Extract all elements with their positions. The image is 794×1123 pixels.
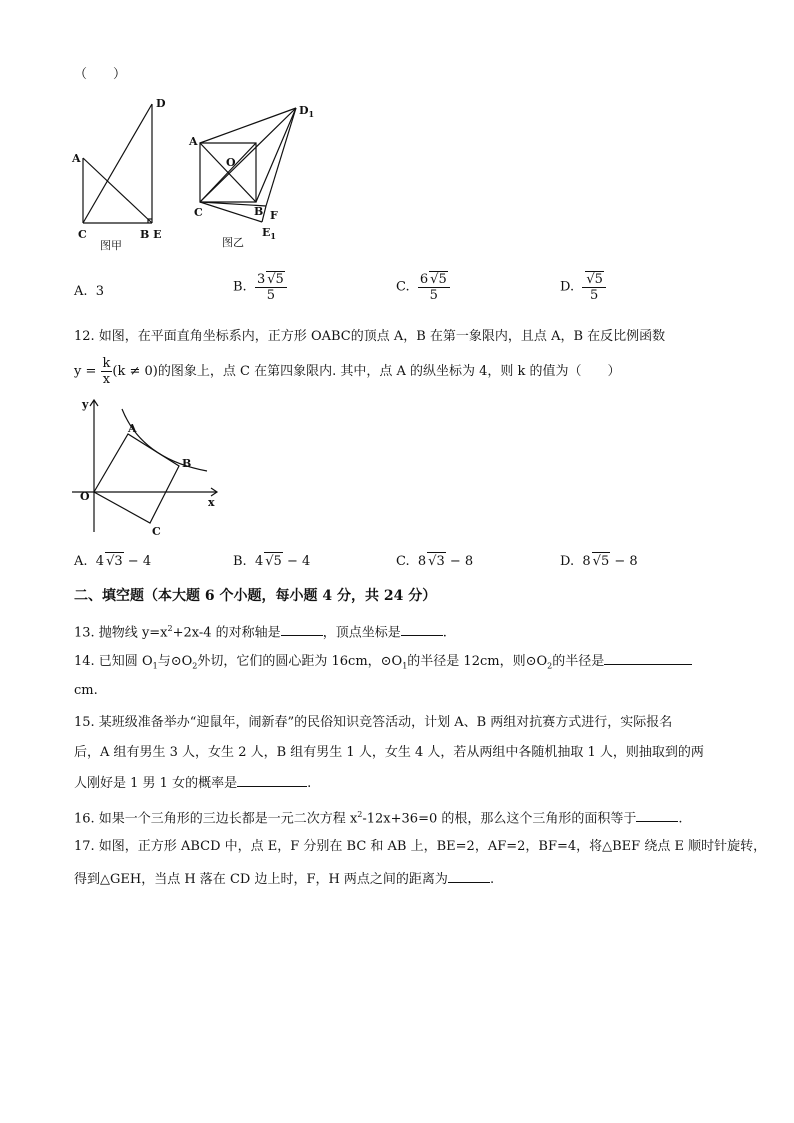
q17-line2: 得到△GEH，当点 H 落在 CD 边上时，F，H 两点之间的距离为 .: [74, 872, 495, 887]
graph-label-y: y: [82, 398, 89, 411]
fig1-label-c: C: [78, 228, 87, 241]
fig1-label-d: D: [156, 97, 166, 110]
fig2-label-c: C: [194, 206, 203, 219]
fig2-caption: 图乙: [222, 236, 244, 248]
fig1-caption: 图甲: [100, 239, 122, 252]
q11-option-b[interactable]: B. $\frac{3 √5}{5}$: [233, 271, 287, 303]
q12-option-c[interactable]: C. 8 √3 − 8: [396, 554, 474, 569]
q12-line2: y = $\frac{k}{x}$ (k ≠ 0)的图象上，点 C 在第四象限内. 其中，点 A 的纵坐标为 4，则 k 的值为（ ）: [74, 356, 621, 387]
fig1-label-a: A: [72, 152, 81, 165]
q14: 14. 已知圆 $O_1$与$⊙O_2$外切，它们的圆心距为 16cm，$⊙O_1$的半径是 12cm，则$⊙O_2$的半径是: [74, 652, 692, 676]
fig2-label-f: F: [270, 209, 278, 222]
q14-blank[interactable]: [604, 652, 692, 665]
fig2-label-o: O: [226, 156, 236, 169]
q16: 16. 如果一个三角形的三边长都是一元二次方程 $x^2-12x+36=0$ 的根，那么这个三角形的面积等于 .: [74, 810, 683, 827]
figure-yi: [184, 98, 324, 248]
q13-blank-axis[interactable]: [281, 623, 323, 636]
section-title: 二、填空题（本大题 6 个小题，每小题 4 分，共 24 分）: [74, 588, 437, 604]
q17-line1: 17. 如图，正方形 ABCD 中，点 E，F 分别在 BC 和 AB 上，BE=2，AF=2，BF=4，将△BEF 绕点 E 顺时针旋转，: [74, 839, 767, 854]
q17-blank[interactable]: [448, 870, 490, 883]
q11-option-d[interactable]: D. $\frac{√5}{5}$: [560, 271, 606, 303]
graph-label-b: B: [182, 457, 192, 470]
figure-jia: [68, 92, 178, 252]
fig2-label-e1: $E_1$: [262, 226, 276, 241]
q14-line2: cm.: [74, 683, 98, 698]
q11-answer-paren: （ ）: [74, 67, 127, 82]
q15-blank[interactable]: [237, 774, 307, 787]
graph-label-c: C: [152, 525, 161, 538]
q13-blank-vertex[interactable]: [401, 623, 443, 636]
q15-line3: 人刚好是 1 男 1 女的概率是 .: [74, 776, 312, 791]
fig2-label-d1: $D_1$: [299, 104, 315, 119]
graph-label-x: x: [208, 496, 215, 509]
q12-option-d[interactable]: D. 8 √5 − 8: [560, 554, 638, 569]
fig2-label-a: A: [189, 135, 198, 148]
q12-option-b[interactable]: B. 4 √5 − 4: [233, 554, 311, 569]
q12-graph: [72, 394, 232, 544]
q11-option-a[interactable]: A. 3: [74, 284, 105, 299]
graph-label-a: A: [128, 422, 137, 435]
q13: 13. 抛物线 $y=x^2+2x-4$ 的对称轴是 ，顶点坐标是 .: [74, 624, 447, 641]
q16-blank[interactable]: [636, 809, 678, 822]
q15-line1: 15. 某班级准备举办“迎鼠年，闹新春”的民俗知识竞答活动，计划 A、B 两组对抗赛方式进行，实际报名: [74, 715, 673, 730]
q12-option-a[interactable]: A. 4 √3 − 4: [74, 554, 152, 569]
fig2-label-b: B: [254, 205, 264, 218]
q15-line2: 后，A 组有男生 3 人，女生 2 人，B 组有男生 1 人，女生 4 人，若从两组中各随机抽取 1 人，则抽取到的两: [74, 745, 704, 760]
graph-label-o: O: [80, 490, 90, 503]
fig1-label-be: B E: [140, 228, 162, 241]
q11-option-c[interactable]: C. $\frac{6 √5}{5}$: [396, 271, 450, 303]
q12-line1: 12. 如图，在平面直角坐标系内，正方形 OABC的顶点 A，B 在第一象限内，且点 A，B 在反比例函数: [74, 329, 666, 344]
